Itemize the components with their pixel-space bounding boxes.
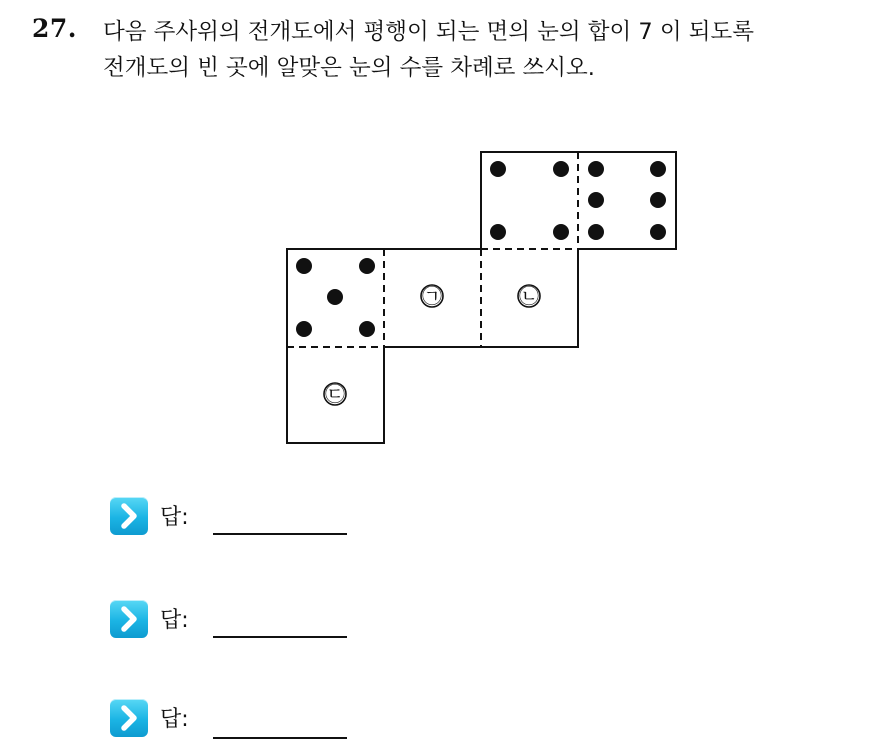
answer-label: 답: [160,707,189,732]
pip [588,161,604,177]
question-line-1: 다음 주사위의 전개도에서 평행이 되는 면의 눈의 합이 7 이 되도록 [103,19,754,45]
question-number: 27. [32,14,77,43]
face-four-pips [490,161,569,240]
pip [490,161,506,177]
face-label-b [518,284,540,308]
pip [553,224,569,240]
face-five-pips [296,258,375,337]
chevron-right-icon [110,600,148,638]
answer-label: 답: [160,608,189,633]
answer-blank-2[interactable] [213,636,347,638]
answer-blank-3[interactable] [213,737,347,739]
face-label-c [324,382,346,406]
answer-blank-1[interactable] [213,533,347,535]
pip [588,192,604,208]
pip [490,224,506,240]
face-six-pips [588,161,666,240]
pip [588,224,604,240]
pip [650,224,666,240]
question-line-2: 전개도의 빈 곳에 알맞은 눈의 수를 차례로 쓰시오. [103,55,595,81]
answer-label: 답: [160,505,189,530]
pip [327,289,343,305]
pip [296,321,312,337]
pip [359,321,375,337]
face-label-a-text: ㉠ [422,284,442,308]
answer-row-2 [110,600,370,644]
face-label-c-text: ㉢ [325,382,345,406]
pip [553,161,569,177]
pip [296,258,312,274]
answer-row-3 [110,699,370,743]
face-label-a [421,284,443,308]
pip [650,161,666,177]
pip [359,258,375,274]
pip [650,192,666,208]
chevron-right-icon [110,497,148,535]
chevron-right-icon [110,699,148,737]
answer-row-1 [110,497,370,541]
face-label-b-text: ㉡ [519,284,539,308]
